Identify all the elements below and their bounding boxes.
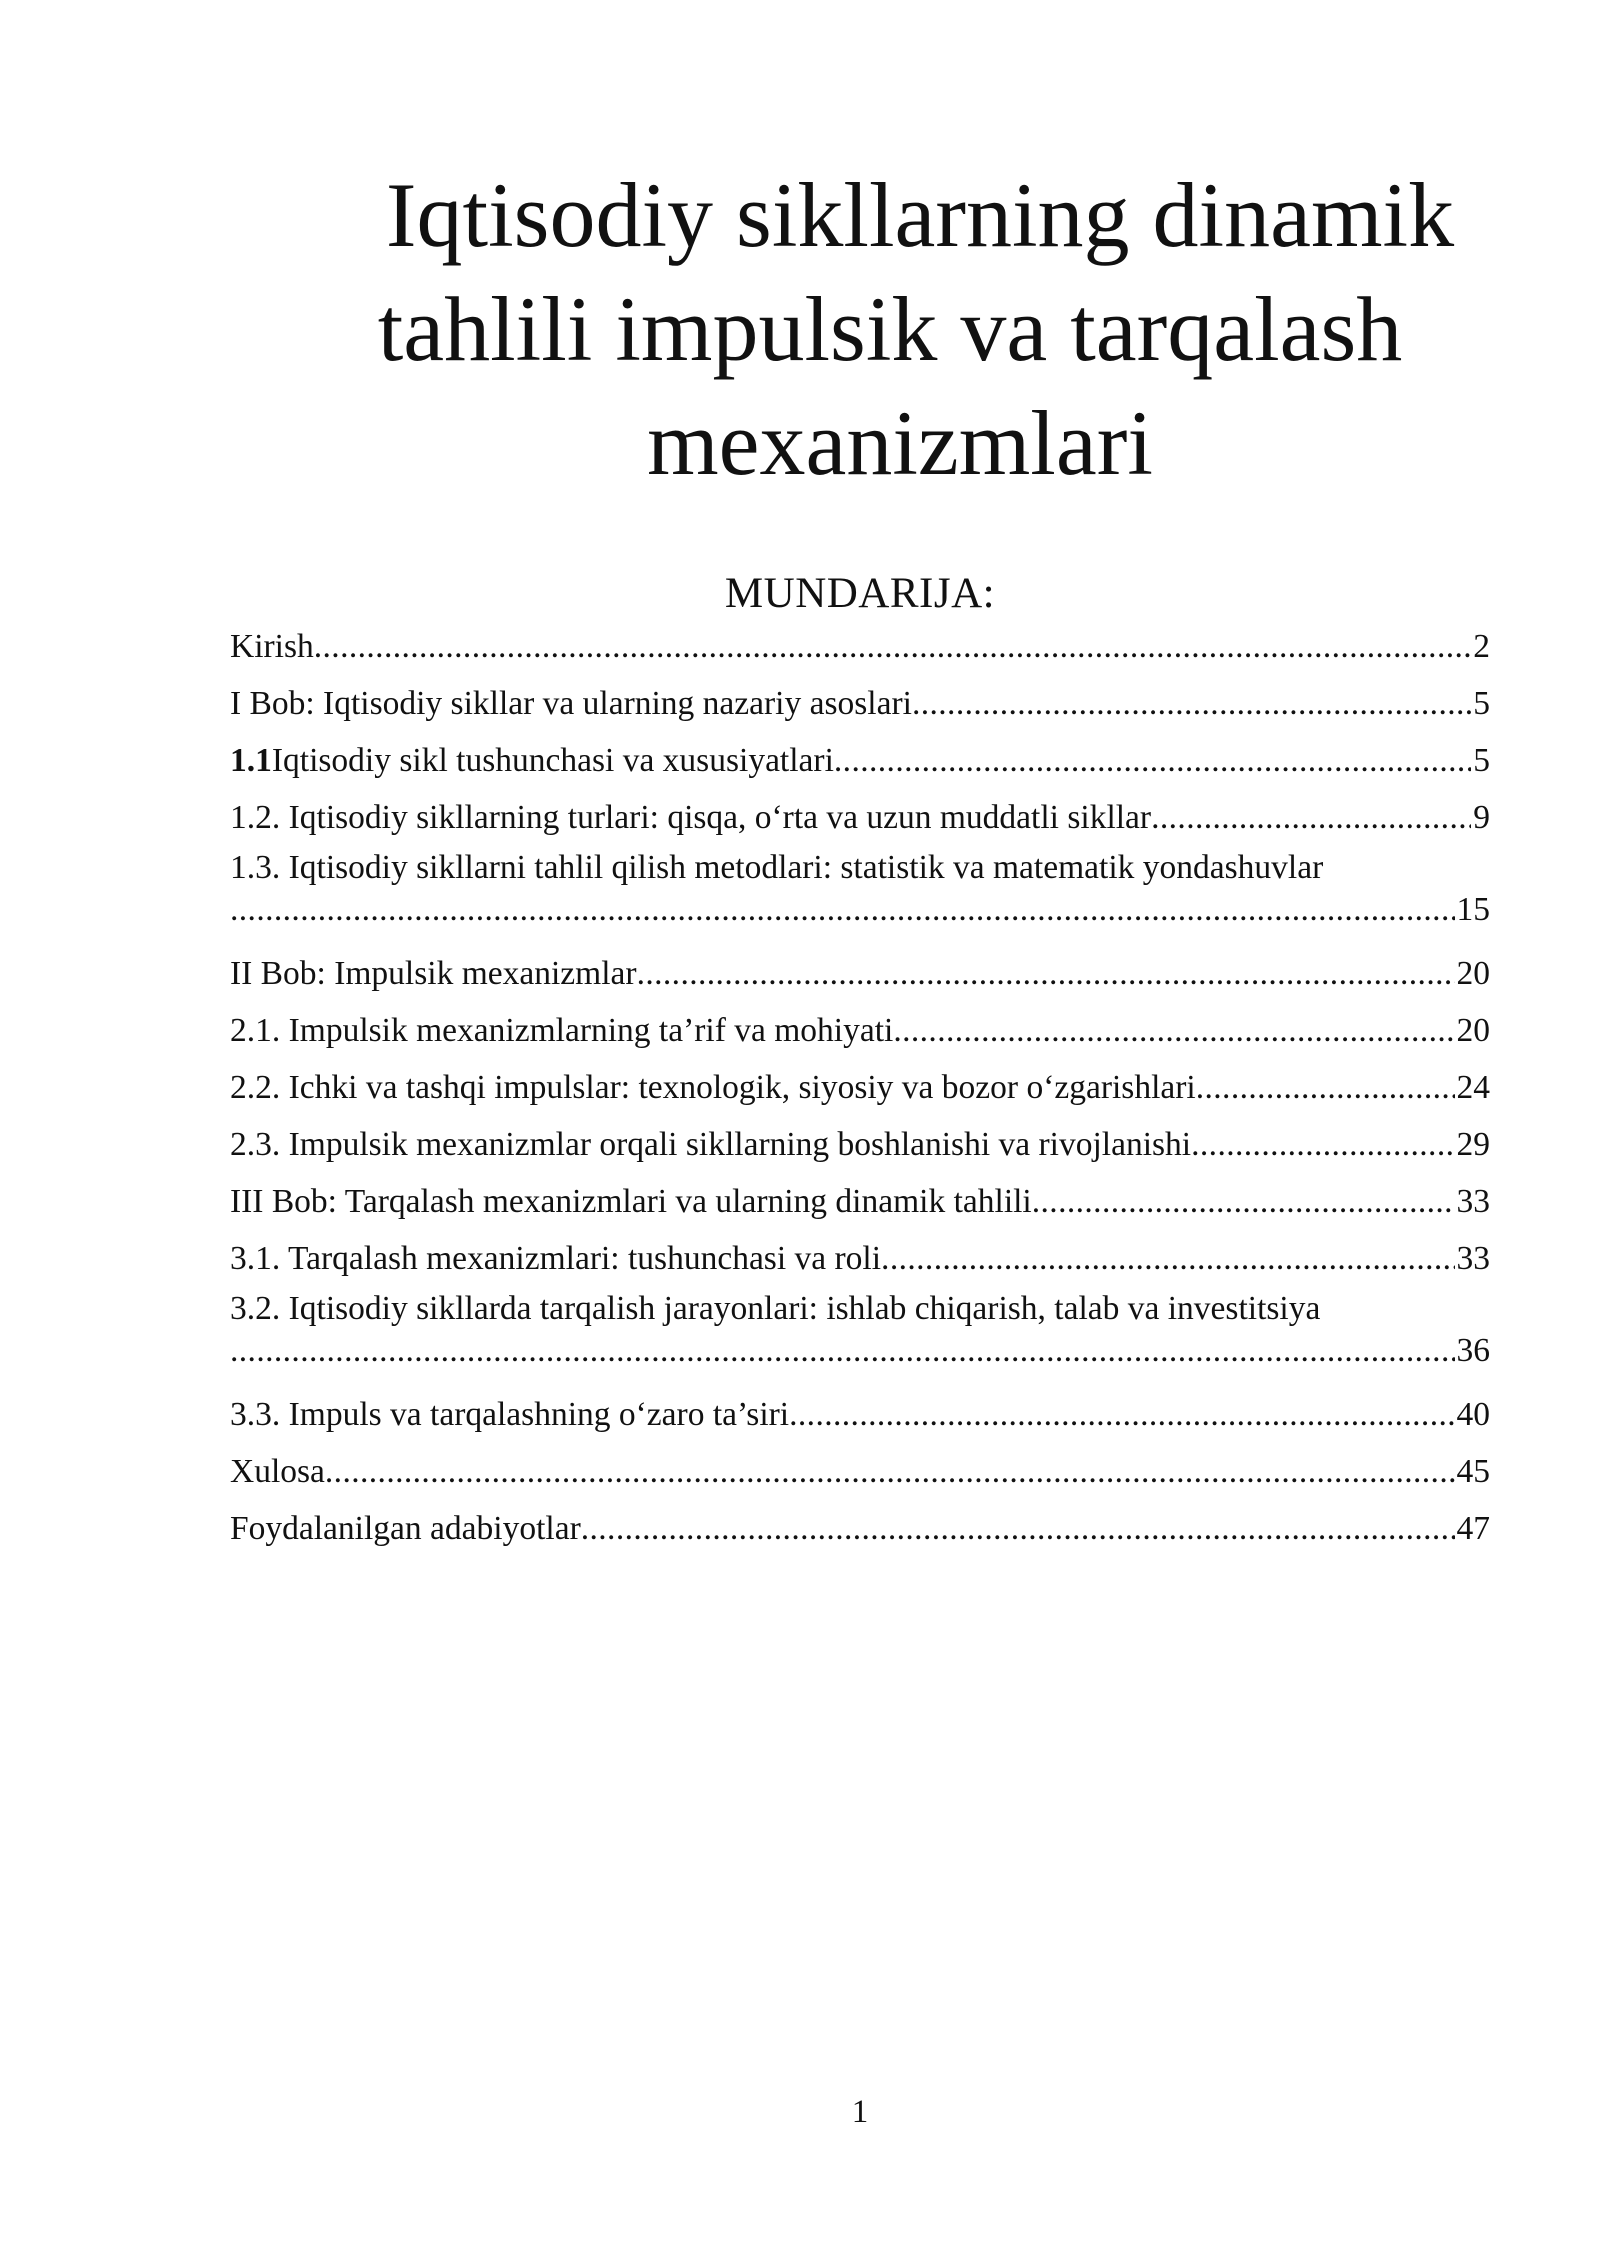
toc-entry-text: 2.2. Ichki va tashqi impulslar: texnologik, siyosiy va bozor o‘zgarishlari: [230, 1069, 1196, 1106]
toc-entry-page: 20: [1456, 1012, 1490, 1049]
toc-entry[interactable]: [230, 789, 1490, 846]
toc-entry[interactable]: [230, 846, 1490, 931]
toc-entry[interactable]: [230, 1116, 1490, 1173]
toc-dot-leader: [637, 945, 1455, 1002]
toc-entry-page: 9: [1473, 799, 1490, 836]
toc-entry[interactable]: [230, 1386, 1490, 1443]
toc-dot-leader: [1191, 1116, 1454, 1173]
toc-entry-text: Kirish: [230, 628, 314, 665]
toc-dot-leader: [834, 732, 1471, 789]
toc-entry-page: 45: [1456, 1453, 1490, 1490]
toc-entry[interactable]: [230, 1500, 1490, 1557]
toc-dot-leader: [912, 675, 1471, 732]
toc-entry[interactable]: [230, 675, 1490, 732]
toc-entry-text: III Bob: Tarqalash mexanizmlari va ularning dinamik tahlili: [230, 1183, 1032, 1220]
toc-entry[interactable]: [230, 1173, 1490, 1230]
toc-entry-page: 5: [1473, 685, 1490, 722]
toc-dot-leader: [1032, 1173, 1455, 1230]
toc-entry-text: Xulosa: [230, 1453, 325, 1490]
toc-entry-text: 1.2. Iqtisodiy sikllarning turlari: qisqa, o‘rta va uzun muddatli sikllar: [230, 799, 1152, 836]
toc-entry-page: 15: [1456, 891, 1490, 928]
toc-heading: MUNDARIJA:: [724, 570, 996, 617]
toc-entry-text: I Bob: Iqtisodiy sikllar va ularning nazariy asoslari: [230, 685, 912, 722]
toc-dot-leader: [881, 1230, 1454, 1287]
toc-dot-leader: [893, 1002, 1454, 1059]
title-line: mexanizmlari: [647, 392, 1153, 494]
toc-entry[interactable]: [230, 1002, 1490, 1059]
toc-entry-page: 2: [1473, 628, 1490, 665]
toc-entry-text: 3.2. Iqtisodiy sikllarda tarqalish jarayonlari: ishlab chiqarish, talab va investitsiya: [230, 1290, 1321, 1327]
toc-entry-text: 3.1. Tarqalash mexanizmlari: tushunchasi va roli: [230, 1240, 882, 1277]
toc-entry[interactable]: [230, 945, 1490, 1002]
toc-entry-title: Iqtisodiy sikl tushunchasi va xususiyatlari: [271, 742, 834, 779]
toc-dot-leader: [314, 618, 1472, 675]
toc-entry[interactable]: [230, 1230, 1490, 1287]
toc-entry-page: 40: [1456, 1396, 1490, 1433]
toc-entry[interactable]: [230, 1059, 1490, 1116]
toc-entry[interactable]: [230, 618, 1490, 675]
toc-entry-page: 36: [1456, 1332, 1490, 1369]
page-number: 1: [851, 2094, 869, 2130]
title-line: Iqtisodiy sikllarning dinamik: [385, 164, 1455, 266]
toc-entry-text: 2.1. Impulsik mexanizmlarning ta’rif va mohiyati: [230, 1012, 894, 1049]
toc-dot-leader: [230, 1330, 1455, 1372]
toc-entry-text: 2.3. Impulsik mexanizmlar orqali sikllarning boshlanishi va rivojlanishi: [230, 1126, 1192, 1163]
toc-entry-page: 24: [1456, 1069, 1490, 1106]
toc-entry-number: 1.1: [230, 742, 272, 779]
toc-entry[interactable]: [230, 732, 1490, 789]
toc-entry-page: 29: [1456, 1126, 1490, 1163]
toc-dot-leader: [581, 1500, 1455, 1557]
toc-dot-leader: [1151, 789, 1471, 846]
toc-entry-page: 47: [1456, 1510, 1490, 1547]
toc-entry-page: 5: [1473, 742, 1490, 779]
toc-entry-page: 33: [1456, 1240, 1490, 1277]
toc-dot-leader: [789, 1386, 1454, 1443]
toc-dot-leader: [1196, 1059, 1455, 1116]
document-title: [300, 158, 1500, 500]
toc-entry-text: 1.3. Iqtisodiy sikllarni tahlil qilish metodlari: statistik va matematik yondashuvlar: [230, 849, 1324, 886]
toc-entry-page: 20: [1456, 955, 1490, 992]
toc-entry-text: Foydalanilgan adabiyotlar: [230, 1510, 581, 1547]
toc-dot-leader: [230, 889, 1455, 931]
toc-entry-text: [230, 732, 834, 789]
table-of-contents: [230, 618, 1490, 1557]
toc-entry-text: II Bob: Impulsik mexanizmlar: [230, 955, 637, 992]
toc-entry-page: 33: [1456, 1183, 1490, 1220]
title-line: tahlili impulsik va tarqalash: [377, 278, 1403, 380]
toc-entry-text: 3.3. Impuls va tarqalashning o‘zaro ta’siri: [230, 1396, 790, 1433]
toc-dot-leader: [325, 1443, 1455, 1500]
toc-entry[interactable]: [230, 1443, 1490, 1500]
toc-entry[interactable]: [230, 1287, 1490, 1372]
